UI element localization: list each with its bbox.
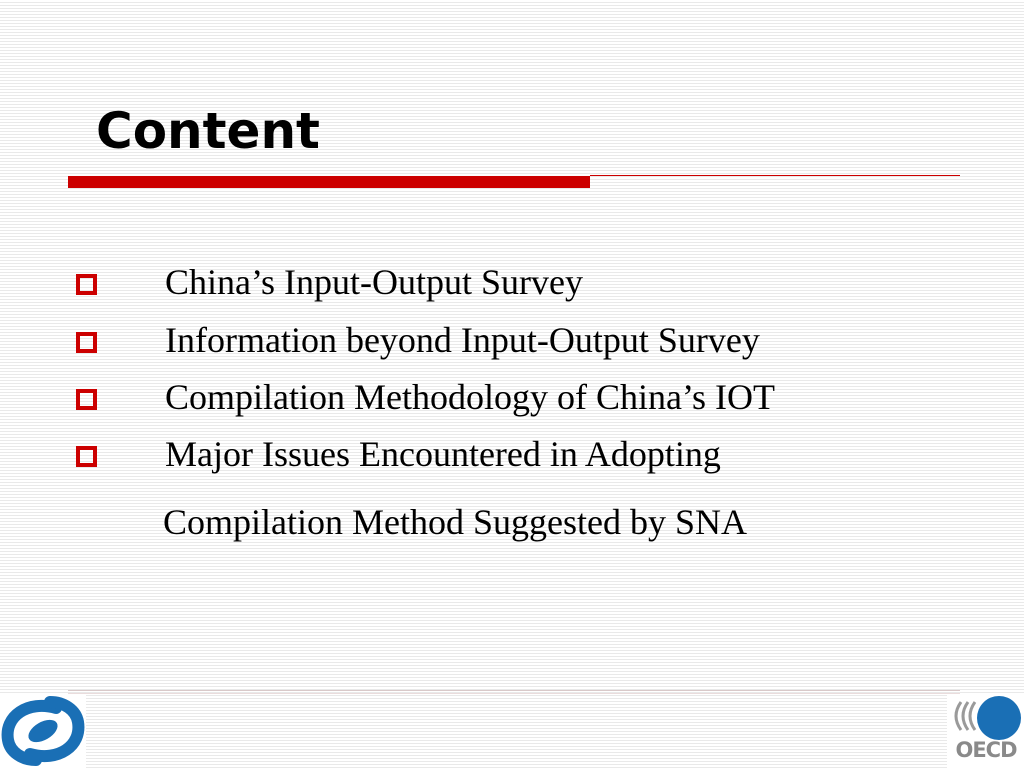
bullet-continuation-text: Compilation Method Suggested by SNA <box>163 502 747 542</box>
bullet-text: Compilation Methodology of China’s IOT <box>165 377 775 417</box>
title-underline-thin <box>590 175 960 176</box>
bullet-text: Information beyond Input-Output Survey <box>165 320 760 360</box>
bullet-text: Major Issues Encountered in Adopting <box>165 434 721 474</box>
oecd-logo <box>947 694 1024 768</box>
slide-title: Content <box>96 102 320 160</box>
org-swirl-logo-icon <box>0 694 86 768</box>
footer-divider <box>68 690 960 691</box>
square-bullet-icon <box>76 389 97 410</box>
square-bullet-icon <box>76 446 97 467</box>
title-underline-thick <box>68 176 590 188</box>
bullet-text: China’s Input-Output Survey <box>165 262 583 302</box>
footer-divider <box>68 693 960 694</box>
oecd-logo-text: OECD <box>955 738 1017 762</box>
square-bullet-icon <box>76 274 97 295</box>
square-bullet-icon <box>76 332 97 353</box>
